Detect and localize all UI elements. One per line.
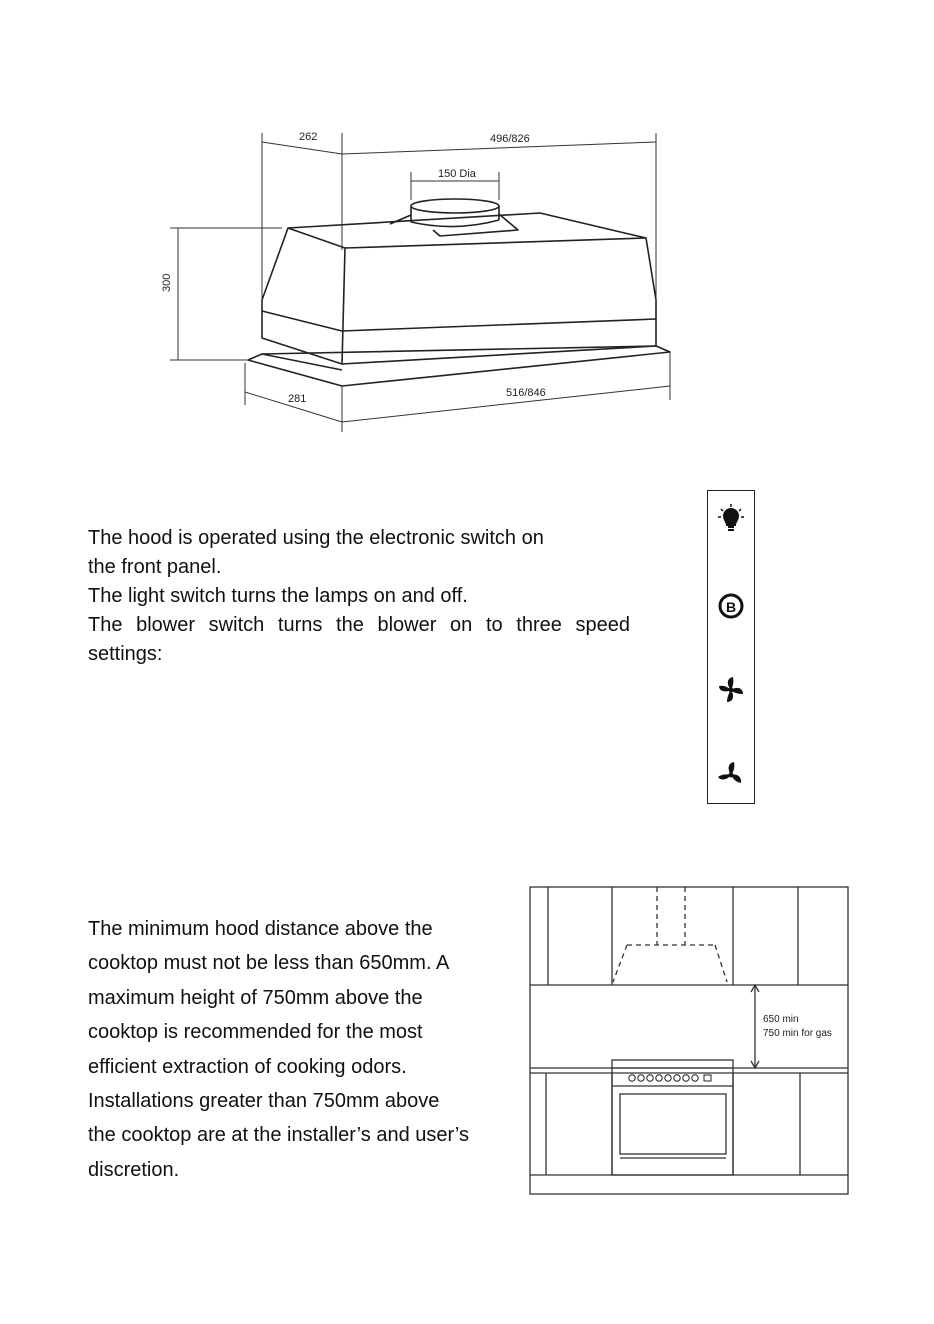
installation-line: discretion. xyxy=(88,1158,180,1181)
installation-line: cooktop is recommended for the most xyxy=(88,1021,423,1044)
operation-line: The hood is operated using the electronic switch on xyxy=(88,527,544,549)
label-650-min: 650 min xyxy=(763,1014,799,1025)
installation-line: efficient extraction of cooking odors. xyxy=(88,1055,407,1078)
operation-line: the front panel. xyxy=(88,556,222,578)
dim-bottom-width: 516/846 xyxy=(506,387,546,399)
dim-height: 300 xyxy=(161,273,173,292)
dim-bottom-depth: 281 xyxy=(288,393,307,405)
installation-line: Installations greater than 750mm above xyxy=(88,1090,440,1113)
installation-line: the cooktop are at the installer’s and user’s xyxy=(88,1124,469,1147)
dim-duct: 150 Dia xyxy=(438,168,476,180)
operation-line: settings: xyxy=(88,643,163,665)
svg-text:B: B xyxy=(726,599,737,615)
installation-line: cooktop must not be less than 650mm. A xyxy=(88,952,450,975)
dim-top-depth: 262 xyxy=(299,131,318,143)
operation-line: The light switch turns the lamps on and off. xyxy=(88,585,468,607)
hood-outline-dashed xyxy=(613,887,727,982)
dim-top-width: 496/826 xyxy=(490,133,530,145)
installation-line: The minimum hood distance above the xyxy=(88,918,433,940)
installation-line: maximum height of 750mm above the xyxy=(88,986,423,1009)
label-750-gas: 750 min for gas xyxy=(763,1028,832,1039)
operation-line: The blower switch turns the blower on to three speed xyxy=(88,614,630,636)
